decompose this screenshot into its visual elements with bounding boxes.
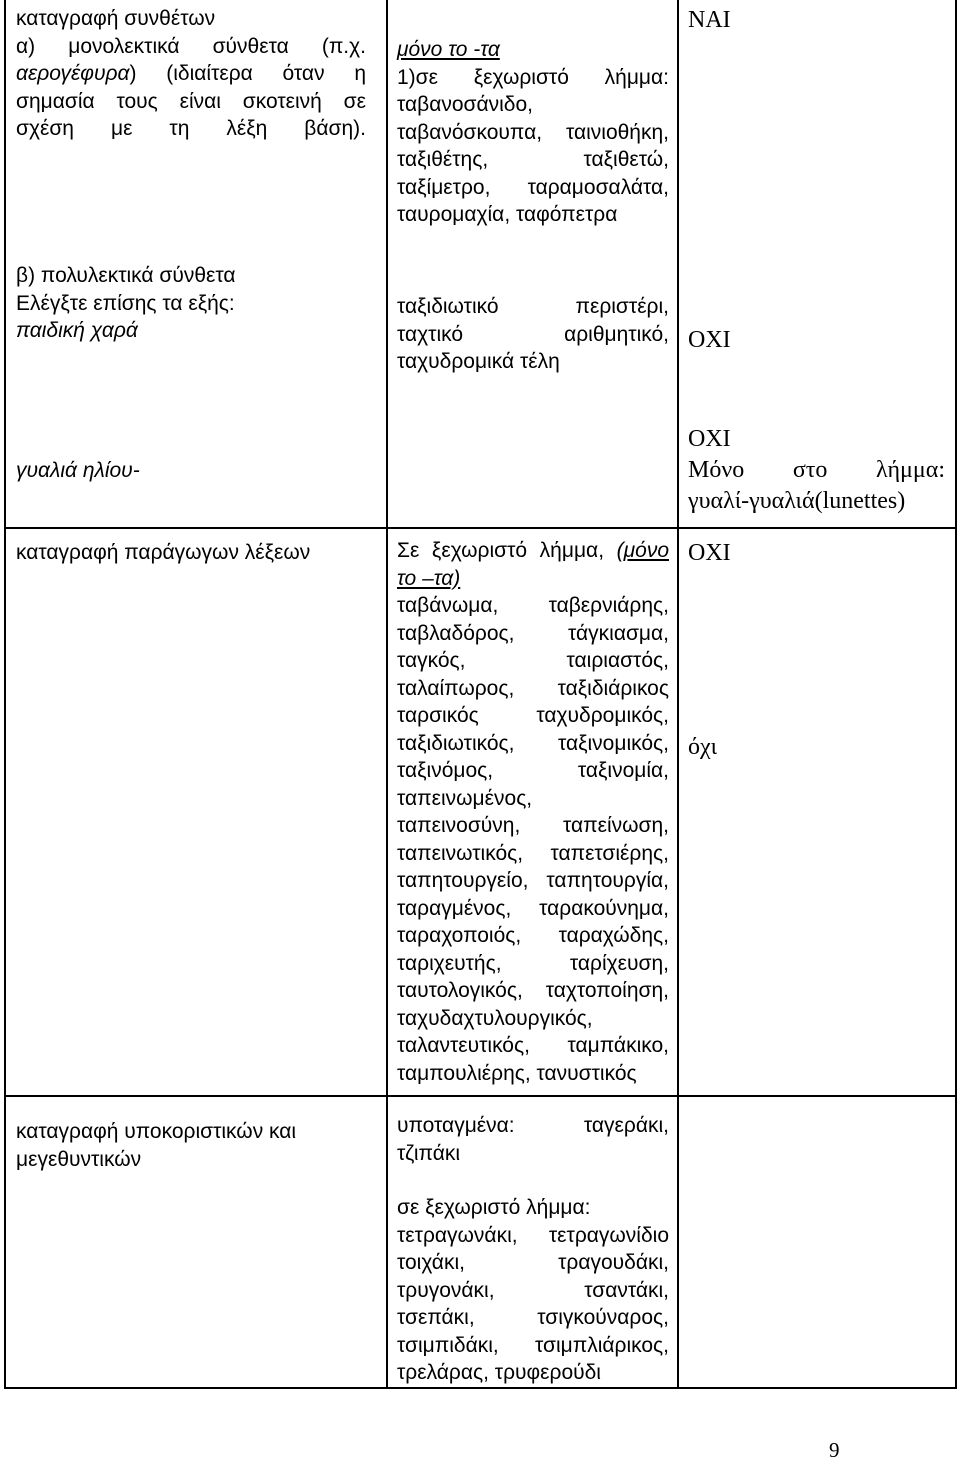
answer-label: ΝΑΙ [688, 7, 731, 33]
cell-compounds-examples [397, 36, 669, 229]
cell-derivatives-label [16, 539, 310, 567]
text-line: ταβανοσάνιδο, [397, 93, 534, 116]
text-line: ταλαίπωρος, ταξιδιάρικος [397, 676, 669, 700]
cell-multiword-examples [397, 293, 669, 376]
cell-diminutives-label [16, 1118, 371, 1173]
cell-compounds-label [16, 5, 366, 143]
table-left-border [4, 0, 6, 1389]
text-line: ταραγμένος, ταρακούνημα, [397, 896, 669, 920]
answer-label: όχι [688, 734, 718, 760]
text-line: ταξιδιωτικός, ταξινομικός, [397, 731, 669, 755]
text-line: ταριχευτής, ταρίχευση, [397, 951, 669, 975]
text-line: 1)σε ξεχωριστό λήμμα: [397, 65, 669, 89]
text-line: β) πολυλεκτικά σύνθετα [16, 264, 236, 287]
column-divider-1 [386, 0, 388, 1389]
text-line: ταπεινωμένος, [397, 786, 533, 810]
answer-label: ΟΧΙ [688, 327, 731, 353]
text-line: ταυτολογικός, ταχτοποίηση, [397, 979, 669, 1002]
page-number: 9 [829, 1438, 840, 1462]
text-line: ταξίμετρο, ταραμοσαλάτα, [397, 175, 669, 199]
answer-label: ΟΧΙ [688, 426, 731, 452]
text-line: ταχυδαχτυλουργικός, [397, 1006, 593, 1030]
italic-example: γυαλιά ηλίου- [16, 459, 140, 482]
text-line: τσεπάκι, τσιγκούναρος, [397, 1306, 669, 1329]
text-line: τσιμπιδάκι, τσιμπλιάρικος, [397, 1333, 669, 1357]
text-line: μεγεθυντικών [16, 1147, 142, 1171]
text-line: ταυρομαχία, ταφόπετρα [397, 203, 618, 226]
italic-note-part1: (μόνο [616, 539, 669, 562]
text-line: γυαλί-γυαλιά(lunettes) [688, 488, 906, 514]
text-line: ταρσικός ταχυδρομικός, [397, 704, 669, 727]
text-line: ταξιδιωτικό περιστέρι, [397, 295, 669, 318]
text-line: ταπητουργείο, ταπητουργία, [397, 869, 669, 892]
text-line: Ελέγξτε επίσης τα εξής: [16, 291, 235, 315]
text-line: καταγραφή υποκοριστικών και [16, 1120, 297, 1143]
cell-derivatives-answer-lower [688, 733, 717, 761]
text-line: τετραγωνάκι, τετραγωνίδιο [397, 1223, 669, 1247]
cell-derivatives-examples [397, 537, 669, 1087]
text-line: αερογέφυρα) (ιδιαίτερα όταν η [16, 62, 366, 85]
table-right-border [955, 0, 957, 1389]
text-line: ταλαντευτικός, ταμπάκικο, [397, 1034, 669, 1057]
text-line: υποταγμένα: ταγεράκι, [397, 1114, 669, 1137]
row-divider [4, 1095, 957, 1097]
cell-heading: μόνο το -τα [397, 38, 500, 61]
italic-example: αερογέφυρα [16, 62, 130, 85]
cell-answer-yes [688, 6, 731, 34]
table-bottom-border [4, 1387, 957, 1389]
text-line: α) μονολεκτικά σύνθετα (π.χ. [16, 34, 366, 58]
text-line: καταγραφή συνθέτων [16, 7, 216, 30]
text-line: ταχτικό αριθμητικό, [397, 322, 669, 346]
text-line: καταγραφή παράγωγων λέξεων [16, 541, 311, 564]
text-line: σημασία τους είναι σκοτεινή σε [16, 89, 366, 113]
text-line: σε ξεχωριστό λήμμα: [397, 1196, 591, 1219]
cell-derivatives-answer [688, 539, 731, 567]
text-line: ταξινόμος, ταξινομία, [397, 759, 669, 782]
text-line: ταμπουλιέρης, τανυστικός [397, 1061, 637, 1085]
row-divider [4, 527, 957, 529]
text-line: ταπεινωτικός, ταπετσιέρης, [397, 841, 669, 865]
cell-answer-no [688, 326, 731, 354]
text-line: ταβάνωμα, ταβερνιάρης, [397, 594, 669, 617]
cell-sunglasses-answer [688, 424, 945, 517]
cell-multiword-label [16, 262, 366, 345]
text-line: ταχυδρομικά τέλη [397, 350, 560, 373]
text-line: ταβανόσκουπα, ταινιοθήκη, [397, 120, 669, 144]
text-line: σχέση με τη λέξη βάση). [16, 117, 366, 140]
text-line: τρυγονάκι, τσαντάκι, [397, 1278, 669, 1302]
text-line: τρελάρας, τρυφερούδι [397, 1361, 601, 1384]
text-line: τζιπάκι [397, 1141, 461, 1165]
text-line: τοιχάκι, τραγουδάκι, [397, 1251, 669, 1274]
cell-diminutives-examples [397, 1112, 669, 1387]
text-line: ταπεινοσύνη, ταπείνωση, [397, 814, 669, 837]
italic-note-part2: το –τα) [397, 566, 461, 590]
cell-sunglasses-label [16, 457, 140, 485]
italic-example: παιδική χαρά [16, 319, 138, 342]
text-line: ταραχοποιός, ταραχώδης, [397, 924, 669, 947]
text-line: ταγκός, ταιριαστός, [397, 649, 669, 672]
text-line: Μόνο στο λήμμα: [688, 457, 945, 483]
text-line: ταξιθέτης, ταξιθετώ, [397, 148, 669, 171]
text-line: ταβλαδόρος, τάγκιασμα, [397, 621, 669, 645]
text-line: Σε ξεχωριστό λήμμα, (μόνο [397, 539, 669, 562]
answer-label: ΟΧΙ [688, 540, 731, 566]
column-divider-2 [677, 0, 679, 1389]
